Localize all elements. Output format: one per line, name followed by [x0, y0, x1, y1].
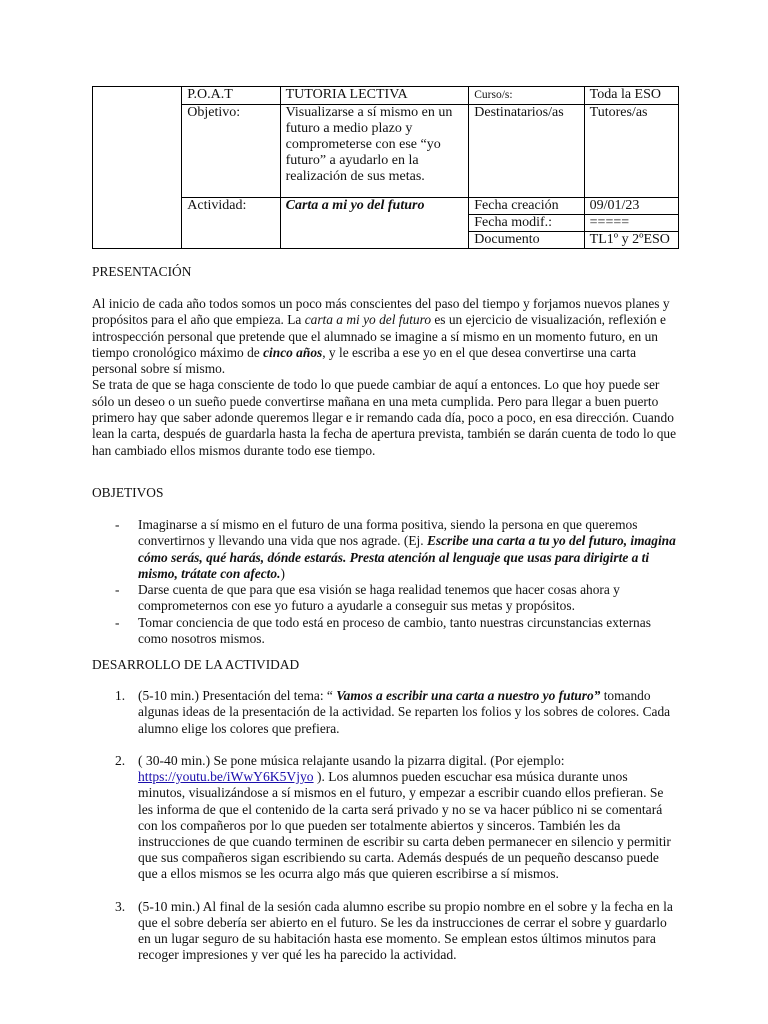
objetivo-1-c: ) [280, 565, 285, 581]
destinatarios-value-cell: Tutores/as [584, 105, 678, 198]
destinatarios-label-cell: Destinatarios/as [469, 105, 584, 198]
presentacion-p1-c: es un ejercicio de visualización, reflexión e introspección personal que pretende que el alumnado se imagine a sí mismo en un momento futuro, en un tiempo cronológico máximo de [92, 312, 666, 360]
fecha-modif-value-cell: ===== [584, 215, 678, 232]
header-table [92, 86, 679, 249]
fecha-modif-label-cell: Fecha modif.: [469, 215, 584, 232]
desarrollo-heading: DESARROLLO DE LA ACTIVIDAD [92, 657, 300, 672]
presentacion-paragraph-2: Se trata de que se haga consciente de todo lo que puede cambiar de aquí a entonces. Lo que hoy puede ser sólo un deseo o un sueño puede convertirse mañana en una meta cumplida. Pero para llegar a buen puerto primero hay que saber adonde queremos llegar e ir remando cada día, poco a poco, en esa dirección. Cuando lean la carta, después de guardarla hasta la fecha de apertura prevista, también se darán cuenta de todo lo que han cambiado ellos mismos durante todo ese tiempo. [92, 377, 677, 458]
objetivos-list [92, 517, 678, 647]
presentacion-p1-e: , y le escriba a ese yo en el que desea convertirse una carta personal sobre sí mismo. [92, 344, 637, 377]
objetivo-label-cell: Objetivo: [182, 105, 280, 198]
desarrollo-step-1 [92, 688, 678, 737]
step-2-a: ( 30-40 min.) Se pone música relajante usando la pizarra digital. (Por ejemplo: [138, 752, 565, 768]
step-1-a: (5-10 min.) Presentación del tema: “ [138, 688, 337, 703]
step-number: 2. [115, 752, 126, 768]
objetivo-3-text: Tomar conciencia de que todo está en proceso de cambio, tanto nuestras circunstancias externas como nosotros mismos. [138, 614, 651, 647]
objetivo-value-cell: Visualizarse a sí mismo en un futuro a medio plazo y comprometerse con ese “yo futuro” a ayudarlo en la realización de sus metas. [280, 105, 469, 198]
tutoria-cell: TUTORIA LECTIVA [280, 87, 469, 105]
actividad-value-cell: Carta a mi yo del futuro [280, 198, 469, 249]
step-number: 3. [115, 898, 126, 914]
objetivo-1-b: Escribe una carta a tu yo del futuro, imagina cómo serás, qué harás, dónde estarás. Presta atención al lenguaje que usas para dirigirte a ti mismo, trátate con afecto. [138, 533, 676, 581]
step-1-c: tomando algunas ideas de la presentación de la actividad. Se reparten los folios y los sobres de colores. Cada alumno elige los colores que prefiera. [138, 688, 671, 736]
poat-cell: P.O.A.T [182, 87, 280, 105]
desarrollo-list-wrap [92, 688, 678, 979]
dash-bullet: - [115, 614, 120, 630]
actividad-label-cell: Actividad: [182, 198, 280, 249]
desarrollo-step-3 [92, 899, 678, 964]
documento-label-cell: Documento [469, 232, 584, 249]
step-1-b: Vamos a escribir una carta a nuestro yo futuro” [336, 688, 601, 703]
objetivo-item-1 [92, 517, 678, 582]
objetivo-item-3 [92, 615, 678, 648]
presentacion-paragraph-1 [92, 296, 678, 377]
objetivo-2-text: Darse cuenta de que para que esa visión se haga realidad tenemos que hacer cosas ahora y comprometernos con ese yo futuro a ayudarle a conseguir sus metas y propósitos. [138, 582, 620, 614]
presentacion-heading: PRESENTACIÓN [92, 264, 192, 279]
presentacion-body [92, 296, 678, 459]
step-3-text: (5-10 min.) Al final de la sesión cada alumno escribe su propio nombre en el sobre y la fecha en la que el sobre debería ser abierto en el futuro. Se les da instrucciones de cerrar el sobre y guardarlo en un lugar seguro de su habitación hasta ese momento. Se emplean estos últimos minutos para recoger impresiones y ver qué les ha parecido la actividad. [138, 898, 673, 963]
dash-bullet: - [115, 517, 120, 532]
youtube-link[interactable]: https://youtu.be/iWwY6K5Vjyo [138, 769, 314, 785]
header-row-1 [93, 87, 679, 105]
objetivo-item-2 [92, 582, 678, 615]
objetivo-1-a: Imaginarse a sí mismo en el futuro de una forma positiva, siendo la persona en que queremos convertirnos y llevando una vida que nos agrade. (Ej. [138, 517, 638, 549]
documento-value-cell: TL1º y 2ºESO [584, 232, 678, 249]
presentacion-p1-a: Al inicio de cada año todos somos un poco más conscientes del paso del tiempo y forjamos nuevos planes y propósitos para el año que empieza. La [92, 296, 670, 328]
curso-label-cell: Curso/s: [469, 87, 584, 105]
desarrollo-list [92, 688, 678, 963]
fecha-creacion-label-cell: Fecha creación [469, 198, 584, 215]
curso-value-cell: Toda la ESO [584, 87, 678, 105]
presentacion-p1-b: carta a mi yo del futuro [304, 312, 432, 328]
fecha-creacion-value-cell: 09/01/23 [584, 198, 678, 215]
objetivos-list-wrap [92, 517, 678, 647]
objetivos-heading: OBJETIVOS [92, 485, 164, 500]
dash-bullet: - [115, 582, 120, 598]
presentacion-p1-d: cinco años [263, 344, 323, 360]
step-number: 1. [115, 688, 126, 703]
step-2-b: ). Los alumnos pueden escuchar esa música durante unos minutos, visualizándose a sí mismos en el futuro, y empezar a escribir cuando ellos prefieran. Se les informa de que el contenido de la carta será privado y no se va hacer público ni se comentará con los compañeros por lo que pueden ser totalmente abiertos y sinceros. También les da instrucciones de que cuando terminen de escribir su carta deben permanecer en silencio y permitir que sus compañeros sigan escribiendo su carta. Además después de un pequeño descanso puede que a ellos mismos se les ocurra algo más que quieren escribirse a sí mismos. [138, 769, 671, 882]
desarrollo-step-2 [92, 753, 678, 883]
blank-cell [93, 87, 182, 249]
